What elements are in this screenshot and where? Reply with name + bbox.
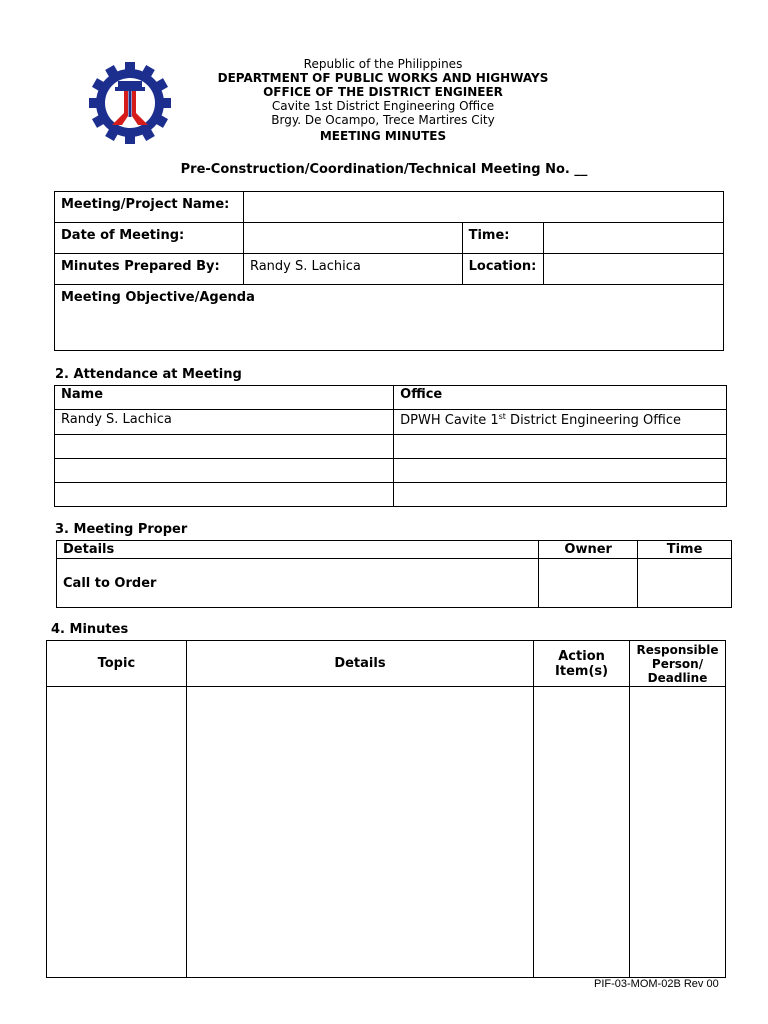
minutes-col-details: Details: [334, 656, 386, 671]
republic-line: Republic of the Philippines: [303, 57, 463, 71]
form-code: PIF-03-MOM-02B Rev 00: [594, 978, 719, 990]
table-row: [55, 410, 727, 435]
minutes-col-topic: Topic: [97, 656, 136, 671]
attendee-name-cell[interactable]: [55, 483, 394, 507]
project-name-field[interactable]: [243, 192, 723, 223]
attendee-office-cell[interactable]: [394, 435, 727, 459]
attendee-name-cell[interactable]: [55, 459, 394, 483]
prepared-by-value[interactable]: Randy S. Lachica: [249, 259, 361, 274]
office-name: OFFICE OF THE DISTRICT ENGINEER: [263, 85, 503, 99]
meeting-info-table: [54, 191, 724, 351]
attendee-office[interactable]: DPWH Cavite 1st District Engineering Office: [400, 412, 681, 428]
minutes-heading: 4. Minutes: [51, 622, 129, 637]
attendance-heading: 2. Attendance at Meeting: [55, 367, 242, 382]
date-field[interactable]: [243, 223, 462, 254]
table-row: [55, 483, 727, 507]
office-address: Brgy. De Ocampo, Trece Martires City: [271, 113, 495, 127]
objective-label: Meeting Objective/Agenda: [61, 290, 255, 305]
doc-title: MEETING MINUTES: [319, 129, 447, 143]
attendee-name-cell[interactable]: [55, 410, 394, 435]
table-row: [55, 459, 727, 483]
topic-cell[interactable]: [47, 687, 187, 978]
objective-field[interactable]: [55, 285, 724, 351]
call-to-order: Call to Order: [63, 575, 157, 591]
attendee-office-cell[interactable]: [394, 459, 727, 483]
table-row: [55, 435, 727, 459]
date-label: Date of Meeting:: [61, 228, 185, 243]
attendance-col-office: Office: [400, 387, 443, 402]
department-name: DEPARTMENT OF PUBLIC WORKS AND HIGHWAYS: [217, 71, 549, 85]
attendee-office-cell[interactable]: [394, 483, 727, 507]
dpwh-logo: [88, 61, 172, 145]
prepared-by-label: Minutes Prepared By:: [61, 259, 220, 274]
table-row: [47, 687, 726, 978]
meeting-title: Pre-Construction/Coordination/Technical Meeting No. __: [180, 162, 588, 177]
responsible-cell[interactable]: [630, 687, 726, 978]
owner-cell[interactable]: [539, 559, 638, 608]
location-field[interactable]: [543, 254, 723, 285]
proper-col-owner: Owner: [564, 542, 612, 557]
location-label: Location:: [468, 259, 537, 274]
details-cell[interactable]: [186, 687, 533, 978]
proper-col-time: Time: [666, 542, 703, 557]
minutes-col-responsible: Responsible Person/ Deadline: [636, 642, 719, 685]
district-office: Cavite 1st District Engineering Office: [271, 99, 495, 113]
attendee-name[interactable]: Randy S. Lachica: [61, 412, 172, 427]
time-field[interactable]: [543, 223, 723, 254]
doc-title-clipped: [200, 128, 566, 144]
minutes-col-action: Action Item(s): [555, 648, 609, 679]
action-items-cell[interactable]: [534, 687, 630, 978]
time-label: Time:: [468, 228, 510, 243]
table-row: [57, 559, 732, 608]
project-name-label: Meeting/Project Name:: [61, 197, 230, 212]
proper-col-details: Details: [63, 542, 115, 557]
attendee-office-cell[interactable]: [394, 410, 727, 435]
attendance-col-name: Name: [61, 387, 104, 402]
meeting-proper-table: [56, 540, 732, 608]
attendee-name-cell[interactable]: [55, 435, 394, 459]
time-cell[interactable]: [638, 559, 732, 608]
attendance-table: [54, 385, 727, 507]
meeting-proper-heading: 3. Meeting Proper: [55, 522, 188, 537]
prepared-by-field[interactable]: [243, 254, 462, 285]
minutes-table: [46, 640, 726, 978]
